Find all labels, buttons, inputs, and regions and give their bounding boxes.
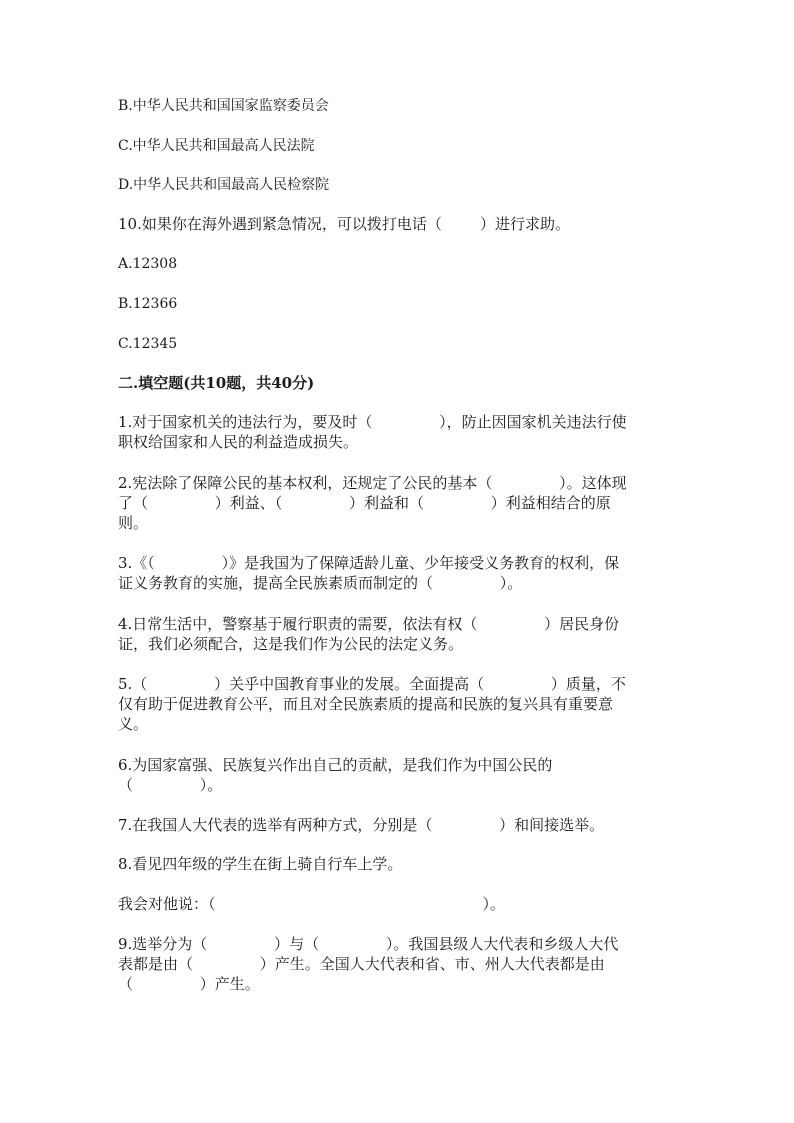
question-9-line-2: 表都是由（ ）产生。全国人大代表和省、市、州人大代表都是由 xyxy=(118,955,605,973)
question-9-line-3: （ ）产生。 xyxy=(118,975,260,993)
question-8: 8.看见四年级的学生在街上骑自行车上学。 xyxy=(118,855,403,873)
question-3-line-1: 3.《（ ）》是我国为了保障适龄儿童、少年接受义务教育的权利，保 xyxy=(118,554,620,572)
question-8-answer-line: 我会对他说：（ ）。 xyxy=(118,895,506,913)
q10-option-c: C.12345 xyxy=(118,336,178,352)
question-2-line-1: 2.宪法除了保障公民的基本权利，还规定了公民的基本（ ）。这体现 xyxy=(118,474,627,492)
question-5-line-3: 义。 xyxy=(118,715,149,733)
q10-option-b: B.12366 xyxy=(118,296,178,312)
question-2-line-2: 了（ ）利益、（ ）利益和（ ）利益相结合的原 xyxy=(118,494,611,512)
question-9-line-1: 9.选举分为（ ）与（ ）。我国县级人大代表和乡级人大代 xyxy=(118,935,619,953)
question-6-line-1: 6.为国家富强、民族复兴作出自己的贡献，是我们作为中国公民的 xyxy=(118,756,553,774)
question-4-line-1: 4.日常生活中，警察基于履行职责的需要，依法有权（ ）居民身份 xyxy=(118,615,620,633)
question-5-line-2: 仅有助于促进教育公平，而且对全民族素质的提高和民族的复兴具有重要意 xyxy=(118,695,614,713)
question-1-line-2: 职权给国家和人民的利益造成损失。 xyxy=(118,433,359,451)
option-d: D.中华人民共和国最高人民检察院 xyxy=(118,177,330,193)
question-6-line-2: （ ）。 xyxy=(118,776,223,794)
question-10-stem: 10.如果你在海外遇到紧急情况，可以拨打电话（ ）进行求助。 xyxy=(118,215,571,233)
question-4-line-2: 证，我们必须配合，这是我们作为公民的法定义务。 xyxy=(118,635,464,653)
q10-option-a: A.12308 xyxy=(118,256,178,272)
option-c: C.中华人民共和国最高人民法院 xyxy=(118,138,315,154)
question-3-line-2: 证义务教育的实施，提高全民族素质而制定的（ ）。 xyxy=(118,574,523,592)
question-1-line-1: 1.对于国家机关的违法行为，要及时（ ），防止因国家机关违法行使 xyxy=(118,413,627,431)
question-7: 7.在我国人大代表的选举有两种方式，分别是（ ）和间接选举。 xyxy=(118,816,605,834)
question-2-line-3: 则。 xyxy=(118,514,149,532)
section-title: 二.填空题(共10题，共40分) xyxy=(118,374,315,392)
question-5-line-1: 5.（ ）关乎中国教育事业的发展。全面提高（ ）质量，不 xyxy=(118,675,626,693)
option-b: B.中华人民共和国国家监察委员会 xyxy=(118,98,329,114)
